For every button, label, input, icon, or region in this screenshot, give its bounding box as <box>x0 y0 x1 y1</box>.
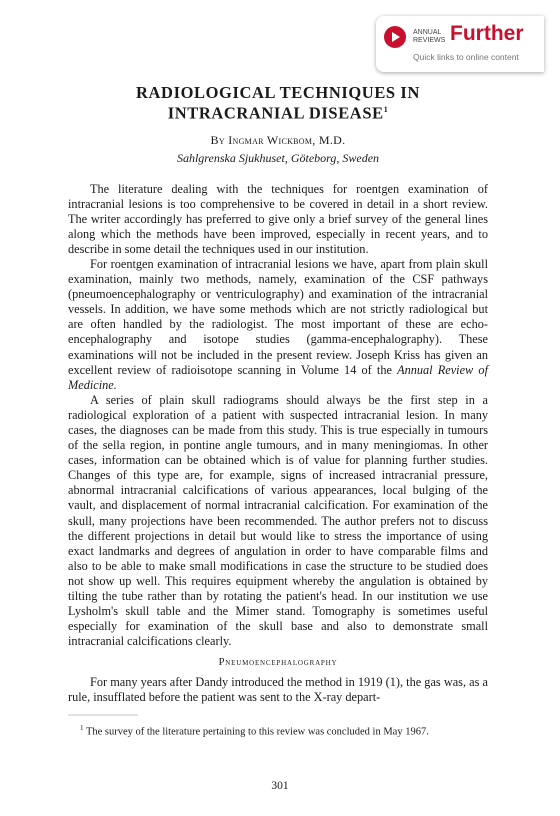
annual-reviews-logo-text: ANNUAL REVIEWS <box>413 29 446 44</box>
section-paragraph: For many years after Dandy introduced the method in 1919 (1), the gas was, as a rule, insufflated before the patient was sent to the X-ray depart- <box>68 674 488 704</box>
footnote-mark: 1 <box>80 723 84 732</box>
annual-reviews-arrow-icon <box>384 26 406 48</box>
article-title: RADIOLOGICAL TECHNIQUES IN INTRACRANIAL DISEASE$^1$ <box>136 83 420 123</box>
article-author: By Ingmar Wickbom, M.D. <box>210 132 346 147</box>
section-heading: Pneumoencephalography <box>218 657 338 669</box>
footnote <box>68 722 488 739</box>
article-page <box>68 84 488 738</box>
paragraph-2: For roentgen examination of intracranial lesions we have, apart from plain skull examination, mainly two methods, namely, examination of the CSF pathways (pneumoencephalography or ventriculography) and examination of the intracranial vessels. In addition, we have some methods which are not strictly radiological but are often handled by the radiologist. The most important of these are echo-encephalography and isotope studies (gamma-encephalography). These examinations will not be included in the present review. Joseph Kriss has given an excellent review of radioisotope scanning in Volume 14 of the Annual Review of Medicine. <box>68 256 488 392</box>
further-label: Further <box>450 22 524 45</box>
footnote-text: The survey of the literature pertaining to this review was concluded in May 1967. <box>85 726 429 738</box>
page-number: 301 <box>271 780 289 792</box>
annual-reviews-further-badge[interactable] <box>376 16 544 72</box>
journal-reference: Annual Review of Medicine. <box>68 362 488 392</box>
title-footnote-mark: 1 <box>383 105 389 114</box>
article-body <box>68 182 488 739</box>
footnote-rule <box>68 714 138 716</box>
article-affiliation: Sahlgrenska Sjukhuset, Göteborg, Sweden <box>176 150 380 165</box>
further-subtitle: Quick links to online content <box>413 52 519 62</box>
paragraph-3: A series of plain skull radiograms should always be the first step in a radiological exploration of a patient with suspected intracranial lesion. In many cases, the diagnoses can be made from this study. This is true especially in tumours of the sella region, in pontine angle tumours, and in many meningiomas. In other cases, information can be obtained which is of value for planning further studies. Changes of this type are, for example, signs of increased intracranial pressure, abnormal intracranial calcifications of various appearances, local bulging of the vault, and displacement of normal intracranial calcification. For examination of the skull, many projections have been recommended. The author prefers not to discuss the different projections in detail but would like to stress the importance of using exact landmarks and degrees of angulation in order to have comparable films and also to be able to make small modifications in case the structure to be studied does not show up well. This requires equipment whereby the angulation is obtained by tilting the tube rather than by rotating the patient's head. In our institution we use Lysholm's skull table and the Mimer stand. Tomography is sometimes useful especially for examination of the skull base and also to demonstrate small intracranial calcifications clearly. <box>68 392 488 649</box>
paragraph-1: The literature dealing with the techniques for roentgen examination of intracranial lesions is too comprehensive to be covered in detail in a short review. The writer accordingly has preferred to give only a brief survey of the general lines along which the methods have been improved, especially in recent years, and to describe in some detail the techniques used in our institution. <box>68 181 488 256</box>
